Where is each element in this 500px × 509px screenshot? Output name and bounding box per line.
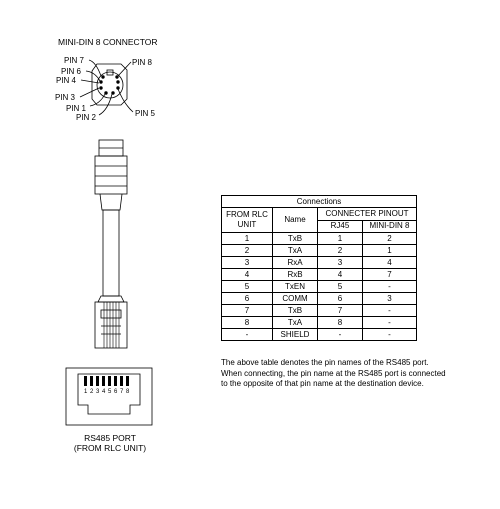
header-name: Name — [273, 208, 318, 233]
header-from: FROM RLC UNIT — [222, 208, 273, 233]
header-minidin: MINI-DIN 8 — [363, 220, 417, 233]
pin-label: PIN 6 — [61, 67, 82, 76]
cell-minidin: 7 — [363, 269, 417, 281]
cell-minidin: - — [363, 317, 417, 329]
cell-name: COMM — [273, 293, 318, 305]
connections-table — [221, 195, 417, 341]
cell-from: 2 — [222, 245, 273, 257]
table-row — [222, 281, 417, 293]
cell-rj45: 1 — [318, 233, 363, 245]
table-caption: Connections — [222, 196, 417, 208]
pin-label: PIN 2 — [76, 113, 97, 122]
cell-rj45: 4 — [318, 269, 363, 281]
cell-from: 8 — [222, 317, 273, 329]
table-row — [222, 269, 417, 281]
cell-from: 7 — [222, 305, 273, 317]
cell-rj45: 7 — [318, 305, 363, 317]
cell-minidin: - — [363, 281, 417, 293]
port-label-line2: (FROM RLC UNIT) — [73, 443, 147, 453]
cell-name: SHIELD — [273, 329, 318, 341]
cell-minidin: 1 — [363, 245, 417, 257]
cell-name: TxEN — [273, 281, 318, 293]
table-row — [222, 233, 417, 245]
cell-from: 3 — [222, 257, 273, 269]
cell-minidin: 2 — [363, 233, 417, 245]
note — [221, 358, 471, 390]
rj45-boot — [98, 296, 124, 302]
table-row — [222, 293, 417, 305]
cell-name: TxB — [273, 305, 318, 317]
cell-minidin: - — [363, 329, 417, 341]
cell-minidin: 3 — [363, 293, 417, 305]
pin-label: PIN 5 — [135, 109, 156, 118]
cell-rj45: 6 — [318, 293, 363, 305]
port-label-line1: RS485 PORT — [84, 433, 136, 443]
note-line: to the opposite of that pin name at the destination device. — [221, 379, 424, 388]
table-row — [222, 245, 417, 257]
pin-label: PIN 8 — [132, 58, 153, 67]
cell-name: TxB — [273, 233, 318, 245]
cell-rj45: 8 — [318, 317, 363, 329]
cell-rj45: 2 — [318, 245, 363, 257]
table-row — [222, 329, 417, 341]
cell-from: 1 — [222, 233, 273, 245]
rj45-plug — [95, 302, 127, 348]
table-row — [222, 317, 417, 329]
connector-title: MINI-DIN 8 CONNECTOR — [58, 37, 158, 47]
cell-name: RxB — [273, 269, 318, 281]
pin-label: PIN 1 — [66, 104, 87, 113]
cell-rj45: 5 — [318, 281, 363, 293]
header-pinout: CONNECTER PINOUT — [318, 208, 417, 221]
header-rj45: RJ45 — [318, 220, 363, 233]
cell-minidin: 4 — [363, 257, 417, 269]
note-line: The above table denotes the pin names of the RS485 port. — [221, 358, 429, 367]
mini-din-body — [95, 156, 127, 194]
cell-name: RxA — [273, 257, 318, 269]
cell-from: 5 — [222, 281, 273, 293]
table-row — [222, 305, 417, 317]
pin-label: PIN 4 — [56, 76, 77, 85]
port-pin-numbers: 1 2 3 4 5 6 7 8 — [84, 389, 130, 395]
cable — [103, 210, 119, 296]
cell-from: 6 — [222, 293, 273, 305]
cell-rj45: - — [318, 329, 363, 341]
pin-label: PIN 3 — [55, 93, 76, 102]
note-line: When connecting, the pin name at the RS485 port is connected — [221, 368, 446, 378]
cell-from: - — [222, 329, 273, 341]
cell-name: TxA — [273, 317, 318, 329]
pin-label: PIN 7 — [64, 56, 85, 65]
cell-minidin: - — [363, 305, 417, 317]
cell-from: 4 — [222, 269, 273, 281]
cell-rj45: 3 — [318, 257, 363, 269]
table-body — [222, 233, 417, 341]
cell-name: TxA — [273, 245, 318, 257]
table-row — [222, 257, 417, 269]
